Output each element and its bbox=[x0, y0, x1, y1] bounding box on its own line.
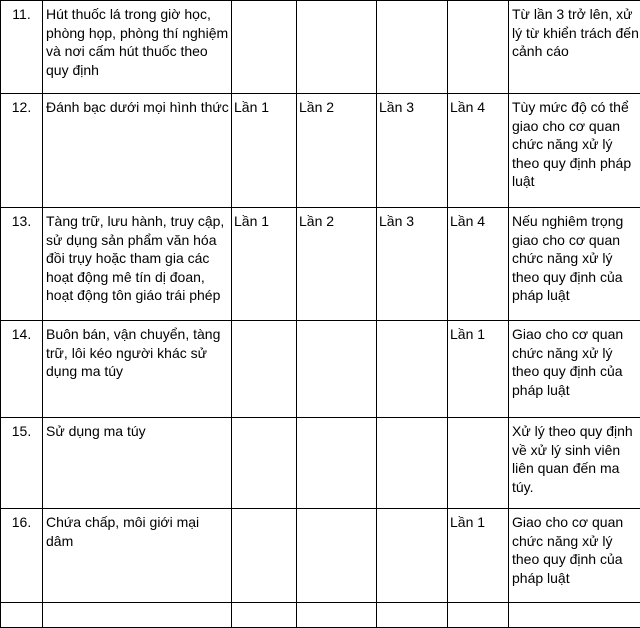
table-cell-empty bbox=[297, 603, 377, 628]
table-row bbox=[1, 509, 640, 603]
penalty-level-4 bbox=[448, 418, 509, 509]
penalty-level-1: Lần 1 bbox=[232, 94, 297, 208]
violation-description: Tàng trữ, lưu hành, truy cập, sử dụng sản phẩm văn hóa đồi trụy hoặc tham gia các hoạt động mê tín dị đoan, hoạt động tôn giáo trái phép bbox=[43, 208, 232, 321]
row-number: 14. bbox=[1, 321, 43, 418]
violation-description: Sử dụng ma túy bbox=[43, 418, 232, 509]
penalty-level-4: Lần 1 bbox=[448, 321, 509, 418]
penalty-level-3: Lần 3 bbox=[377, 208, 448, 321]
table-row bbox=[1, 94, 640, 208]
violation-description: Hút thuốc lá trong giờ học, phòng họp, phòng thí nghiệm và nơi cấm hút thuốc theo quy định bbox=[43, 1, 232, 94]
penalty-level-3 bbox=[377, 321, 448, 418]
table-cell-empty bbox=[43, 603, 232, 628]
handling-note: Xử lý theo quy định về xử lý sinh viên liên quan đến ma túy. bbox=[509, 418, 640, 509]
table-row bbox=[1, 208, 640, 321]
row-number: 12. bbox=[1, 94, 43, 208]
penalty-level-3: Lần 3 bbox=[377, 94, 448, 208]
penalty-level-4: Lần 1 bbox=[448, 509, 509, 603]
table-row bbox=[1, 418, 640, 509]
table-cell-empty bbox=[377, 603, 448, 628]
violation-description: Đánh bạc dưới mọi hình thức bbox=[43, 94, 232, 208]
row-number: 13. bbox=[1, 208, 43, 321]
penalty-level-1 bbox=[232, 1, 297, 94]
handling-note: Giao cho cơ quan chức năng xử lý theo quy định của pháp luật bbox=[509, 321, 640, 418]
penalty-level-1 bbox=[232, 509, 297, 603]
violation-description: Chứa chấp, môi giới mại dâm bbox=[43, 509, 232, 603]
handling-note: Giao cho cơ quan chức năng xử lý theo quy định của pháp luật bbox=[509, 509, 640, 603]
penalty-level-2: Lần 2 bbox=[297, 94, 377, 208]
violation-description: Buôn bán, vận chuyển, tàng trữ, lôi kéo người khác sử dụng ma túy bbox=[43, 321, 232, 418]
penalty-level-2 bbox=[297, 418, 377, 509]
penalty-level-1 bbox=[232, 321, 297, 418]
penalty-level-1 bbox=[232, 418, 297, 509]
table-cell-empty bbox=[232, 603, 297, 628]
penalty-level-1: Lần 1 bbox=[232, 208, 297, 321]
table-row bbox=[1, 321, 640, 418]
handling-note: Từ lần 3 trở lên, xử lý từ khiển trách đến cảnh cáo bbox=[509, 1, 640, 94]
penalty-level-3 bbox=[377, 1, 448, 94]
row-number: 16. bbox=[1, 509, 43, 603]
table-row-partial bbox=[1, 603, 640, 628]
penalty-level-4: Lần 4 bbox=[448, 208, 509, 321]
penalty-level-2 bbox=[297, 509, 377, 603]
table-cell-empty bbox=[509, 603, 640, 628]
penalty-level-3 bbox=[377, 509, 448, 603]
penalty-level-2 bbox=[297, 1, 377, 94]
handling-note: Tùy mức độ có thể giao cho cơ quan chức năng xử lý theo quy định pháp luật bbox=[509, 94, 640, 208]
handling-note: Nếu nghiêm trọng giao cho cơ quan chức năng xử lý theo quy định của pháp luật bbox=[509, 208, 640, 321]
penalty-level-4: Lần 4 bbox=[448, 94, 509, 208]
penalty-level-3 bbox=[377, 418, 448, 509]
table-cell-empty bbox=[1, 603, 43, 628]
table-cell-empty bbox=[448, 603, 509, 628]
penalty-level-2: Lần 2 bbox=[297, 208, 377, 321]
penalty-level-4 bbox=[448, 1, 509, 94]
row-number: 15. bbox=[1, 418, 43, 509]
penalty-level-2 bbox=[297, 321, 377, 418]
row-number: 11. bbox=[1, 1, 43, 94]
table-row bbox=[1, 1, 640, 94]
